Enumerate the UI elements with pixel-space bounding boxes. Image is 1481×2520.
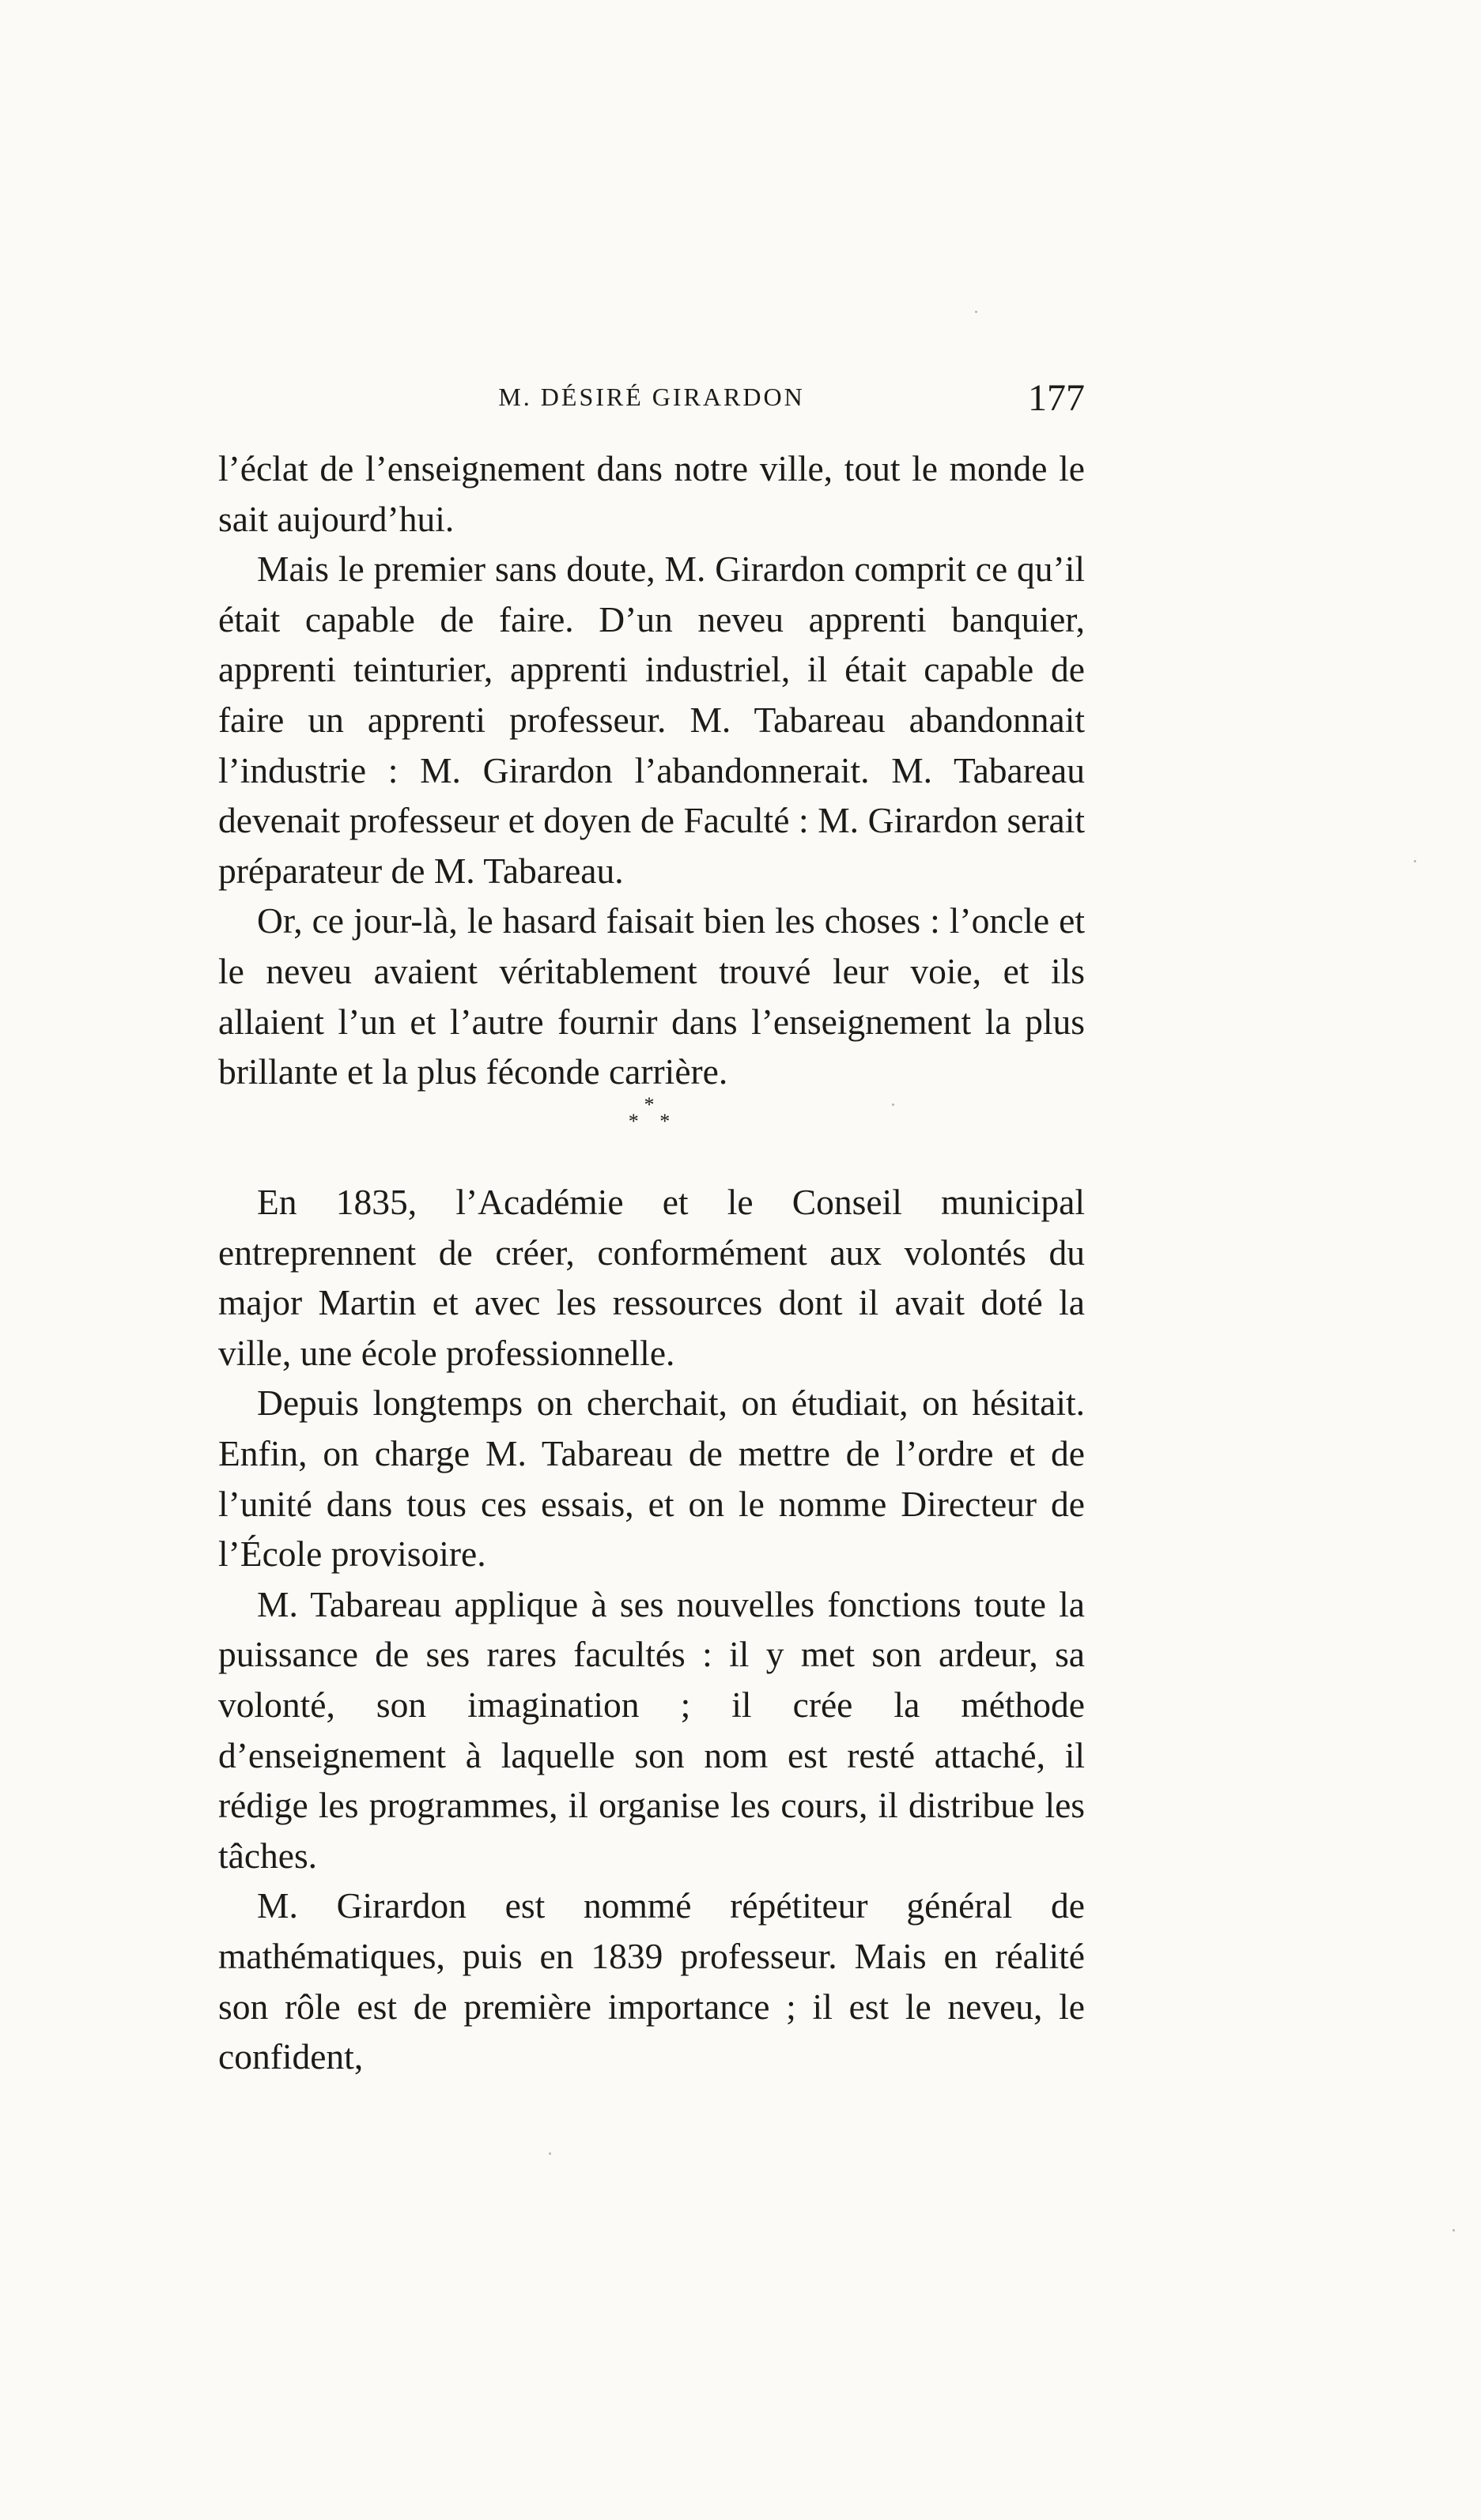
running-title: M. DÉSIRÉ GIRARDON xyxy=(498,383,805,411)
running-head xyxy=(218,372,1085,427)
section-break-asterism xyxy=(614,1093,685,1142)
page-number: 177 xyxy=(1028,377,1085,419)
text-block-1 xyxy=(218,443,1085,1097)
paragraph-career-choice: Or, ce jour-là, le hasard faisait bien les choses : l’oncle et le neveu avaient véritablement trouvé leur voie, et ils allaient l’un et l’autre fournir dans l’enseignement la plus brillante et la plus féconde carrière. xyxy=(218,900,1085,1092)
paragraph-girardon-appointment: M. Girardon est nommé répétiteur général de mathématiques, puis en 1839 professeur. Mais en réalité son rôle est de première importance ; il est le neveu, le confident, xyxy=(218,1885,1085,2077)
paper-speck xyxy=(549,2152,551,2155)
paper-speck xyxy=(975,311,977,313)
asterism-top-mark: * xyxy=(644,1093,655,1116)
paragraph-school-founding: En 1835, l’Académie et le Conseil municipal entreprennent de créer, conformément aux volontés du major Martin et avec les ressources dont il avait doté la ville, une école professionnelle. xyxy=(218,1182,1085,1373)
paper-speck xyxy=(1453,2229,1455,2231)
paragraph-continuation: l’éclat de l’enseignement dans notre ville, tout le monde le sait aujourd’hui. xyxy=(218,448,1085,539)
paragraph-tabareau-method: M. Tabareau applique à ses nouvelles fonctions toute la puissance de ses rares facultés : il y met son ardeur, sa volonté, son imagination ; il crée la méthode d’enseignement à laquelle son nom est resté attaché, il rédige les programmes, il organise les cours, il distribue les tâches. xyxy=(218,1583,1085,1876)
paper-speck xyxy=(1414,860,1416,862)
text-block-2 xyxy=(218,1177,1085,2082)
paper-speck xyxy=(892,1103,894,1106)
asterism-bottom-marks: * * xyxy=(628,1110,678,1133)
paragraph-girardon-comprehension: Mais le premier sans doute, M. Girardon comprit ce qu’il était capable de faire. D’un neveu apprenti banquier, apprenti teinturier, apprenti industriel, il était capable de faire un apprenti professeur. M. Tabareau abandonnait l’industrie : M. Girardon l’abandonnerait. M. Tabareau devenait professeur et doyen de Faculté : M. Girardon serait préparateur de M. Tabareau. xyxy=(218,549,1085,891)
paragraph-provisional-school: Depuis longtemps on cherchait, on étudiait, on hésitait. Enfin, on charge M. Tabareau de mettre de l’ordre et de l’unité dans tous ces essais, et on le nomme Directeur de l’École provisoire. xyxy=(218,1383,1085,1575)
